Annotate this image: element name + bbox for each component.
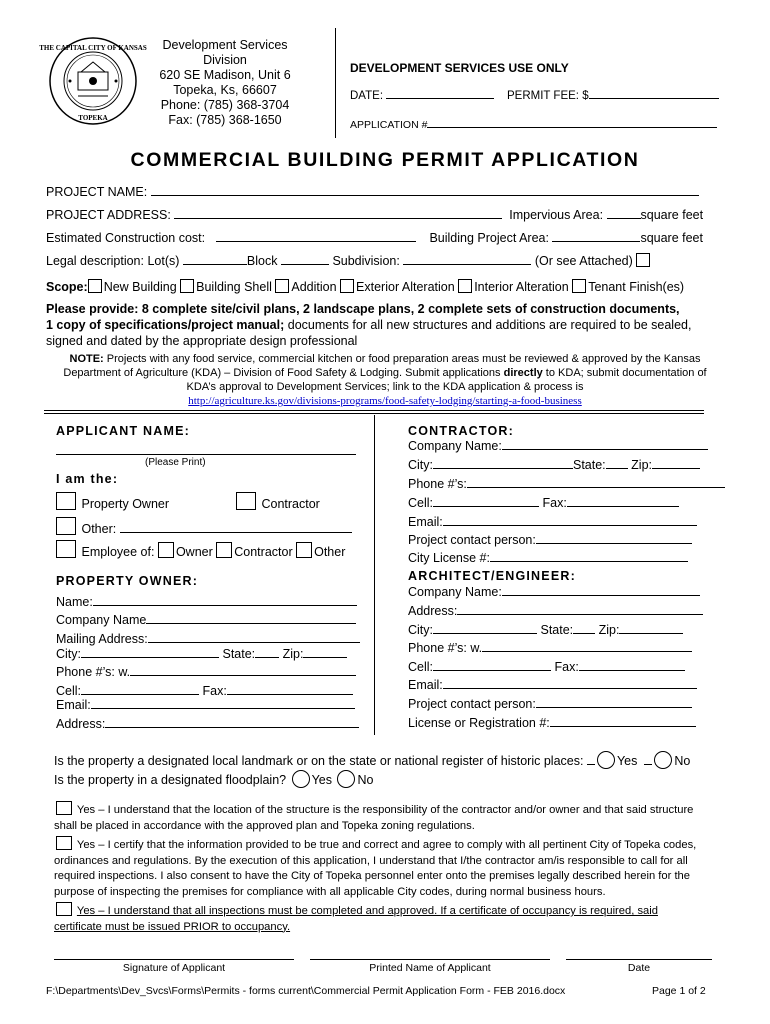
owner-fax-label: Fax: <box>202 684 227 698</box>
svg-text:THE CAPITAL CITY OF KANSAS: THE CAPITAL CITY OF KANSAS <box>39 44 147 52</box>
employee-contractor-checkbox[interactable] <box>216 542 232 558</box>
employee-checkbox[interactable] <box>56 540 76 558</box>
owner-phone-label: Phone #’s: w. <box>56 665 131 679</box>
owner-name-label: Name: <box>56 595 93 609</box>
owner-mailing-label: Mailing Address: <box>56 632 148 646</box>
cert-2-line4: purpose of inspecting the premises for compliance with all applicable City codes, during normal business hours. <box>54 885 606 898</box>
landmark-no-label: No <box>674 754 691 768</box>
project-name-field[interactable] <box>46 185 699 199</box>
scope-option: Exterior Alteration <box>356 280 455 294</box>
dept-address1: 620 SE Madison, Unit 6 <box>159 68 291 82</box>
dept-name: Development Services Division <box>162 38 288 67</box>
certification-2 <box>54 836 696 900</box>
architect-cell-label: Cell: <box>408 660 434 674</box>
architect-email-field[interactable] <box>408 678 697 692</box>
note-line2a: Department of Agriculture (KDA) – Division of Food Safety & Lodging. Submit applications <box>63 367 504 379</box>
employee-owner-checkbox[interactable] <box>158 542 174 558</box>
footer-page-number: Page 1 of 2 <box>652 985 706 997</box>
kda-note <box>20 352 750 408</box>
applicant-heading: APPLICANT NAME: <box>56 424 190 438</box>
owner-state-label: State: <box>222 647 256 661</box>
certification-1 <box>54 801 693 834</box>
landmark-question-text: Is the property a designated local landmark or on the state or national register of historic places: <box>54 754 584 768</box>
note-line2-bold: directly <box>503 367 543 379</box>
contractor-company-label: Company Name: <box>408 439 502 453</box>
dept-fax: Fax: (785) 368-1650 <box>168 113 282 127</box>
architect-city-label: City: <box>408 623 433 637</box>
contractor-cell-field[interactable] <box>408 496 679 510</box>
owner-phone-field[interactable] <box>56 665 356 679</box>
architect-fax-label: Fax: <box>554 660 579 674</box>
provide-line1: Please provide: 8 complete site/civil plans, 2 landscape plans, 2 complete sets of construction documents, <box>46 302 680 316</box>
project-address-label: PROJECT ADDRESS: <box>46 208 171 222</box>
use-only-heading: DEVELOPMENT SERVICES USE ONLY <box>350 61 569 75</box>
permit-fee-label: PERMIT FEE: $ <box>507 90 589 102</box>
owner-cell-field[interactable] <box>56 684 353 698</box>
landmark-yes-radio[interactable] <box>597 751 615 769</box>
scope-option: New Building <box>103 280 177 294</box>
kda-link[interactable]: http://agriculture.ks.gov/divisions-programs/food-safety-lodging/starting-a-food-business <box>188 395 582 407</box>
contractor-phone-label: Phone #’s: <box>408 477 467 491</box>
floodplain-yes-label: Yes <box>311 773 332 787</box>
architect-heading: ARCHITECT/ENGINEER: <box>408 569 576 583</box>
floodplain-question <box>54 770 373 788</box>
cert-2-line2: ordinances and regulations. By the execution of this application, I understand that I/the contractor am/is responsible to call for all <box>54 854 688 867</box>
floodplain-no-radio[interactable] <box>337 770 355 788</box>
owner-address-field[interactable] <box>56 717 359 731</box>
contractor-email-label: Email: <box>408 515 443 529</box>
page-title: COMMERCIAL BUILDING PERMIT APPLICATION <box>130 149 640 171</box>
date-label: DATE: <box>350 90 384 102</box>
property-owner-checkbox[interactable] <box>56 492 76 510</box>
employee-other-checkbox[interactable] <box>296 542 312 558</box>
section-divider <box>44 410 704 411</box>
owner-city-label: City: <box>56 647 81 661</box>
contractor-label: Contractor <box>261 497 320 511</box>
architect-address-field[interactable] <box>408 604 703 618</box>
scope-option: Interior Alteration <box>474 280 569 294</box>
cert-3-line2: certificate must be issued PRIOR to occupancy. <box>54 920 291 933</box>
architect-contact-label: Project contact person: <box>408 697 536 711</box>
owner-city-field[interactable] <box>56 647 347 661</box>
role-employee[interactable] <box>56 540 345 559</box>
architect-email-label: Email: <box>408 678 443 692</box>
scope-tenant-finish-checkbox[interactable] <box>572 279 586 293</box>
certification-3 <box>54 902 658 935</box>
note-line1: Projects with any food service, commercial kitchen or food preparation areas must be reviewed & approved by the Kansas <box>103 353 701 365</box>
contractor-company-field[interactable] <box>408 439 708 453</box>
scope-building-shell-checkbox[interactable] <box>180 279 194 293</box>
architect-address-label: Address: <box>408 604 458 618</box>
architect-state-label: State: <box>540 623 574 637</box>
cert-1-line2: shall be placed in accordance with the approved plan and Topeka zoning regulations. <box>54 819 475 832</box>
applicant-name-input[interactable] <box>56 454 356 455</box>
cost-field[interactable] <box>46 231 703 245</box>
owner-company-field[interactable] <box>56 613 356 627</box>
contractor-contact-label: Project contact person: <box>408 533 536 547</box>
header-divider <box>335 28 336 138</box>
contractor-city-label: City: <box>408 458 433 472</box>
provide-line3: signed and dated by the appropriate design professional <box>46 334 358 348</box>
contractor-license-field[interactable] <box>408 551 688 565</box>
block-label: Block <box>246 254 278 268</box>
city-seal-logo <box>39 36 147 126</box>
note-line2b: to KDA; submit documentation of <box>542 367 707 379</box>
owner-zip-label: Zip: <box>282 647 304 661</box>
application-number-field[interactable] <box>350 119 717 131</box>
footer-file-path: F:\Departments\Dev_Svcs\Forms\Permits - forms current\Commercial Permit Application Form - FEB 2016.docx <box>46 985 566 997</box>
printed-name-label: Printed Name of Applicant <box>369 962 491 974</box>
please-print-label: (Please Print) <box>145 457 206 468</box>
dept-address-block <box>140 38 310 128</box>
architect-license-field[interactable] <box>408 716 696 730</box>
printed-name-line[interactable] <box>310 959 550 960</box>
scope-interior-alteration-checkbox[interactable] <box>458 279 472 293</box>
owner-name-field[interactable] <box>56 595 357 609</box>
column-divider <box>374 415 375 735</box>
square-feet-unit: square feet <box>640 208 704 222</box>
section-divider-2 <box>44 413 704 414</box>
other-checkbox[interactable] <box>56 517 76 535</box>
subdivision-label: Subdivision: <box>332 254 400 268</box>
owner-label: Owner <box>175 545 213 559</box>
scope-new-building-checkbox[interactable] <box>88 279 102 293</box>
contractor-city-field[interactable] <box>408 458 700 472</box>
property-owner-label: Property Owner <box>81 497 170 511</box>
see-attached-label: (Or see Attached) <box>534 254 633 268</box>
floodplain-yes-radio[interactable] <box>292 770 310 788</box>
role-property-owner[interactable] <box>56 492 169 511</box>
other-label: Other: <box>81 522 117 536</box>
cert-2-line1: Yes – I certify that the information provided to be true and correct and agree to comply with all pertinent City of Topeka codes, <box>76 839 697 851</box>
i-am-label: I am the: <box>56 472 119 486</box>
provide-line2-bold: 1 copy of specifications/project manual; <box>46 318 285 332</box>
owner-address-label: Address: <box>56 717 106 731</box>
svg-text:TOPEKA: TOPEKA <box>78 114 108 122</box>
architect-license-label: License or Registration #: <box>408 716 550 730</box>
signature-line[interactable] <box>54 959 294 960</box>
cert-3-line1: Yes – I understand that all inspections must be completed and approved. If a certificate of occupancy is required, said <box>76 905 658 917</box>
contractor-zip-label: Zip: <box>631 458 652 472</box>
date-label-signature: Date <box>627 962 651 974</box>
architect-cell-field[interactable] <box>408 660 685 674</box>
role-other[interactable] <box>56 517 352 536</box>
landmark-yes-label: Yes <box>616 754 638 768</box>
owner-email-label: Email: <box>56 698 91 712</box>
project-name-label: PROJECT NAME: <box>46 185 148 199</box>
owner-company-label: Company Name <box>56 613 147 627</box>
note-line3: KDA’s approval to Development Services; link to the KDA application & process is <box>186 381 584 393</box>
architect-company-field[interactable] <box>408 585 700 599</box>
contractor-heading: CONTRACTOR: <box>408 424 515 438</box>
cert-1-checkbox[interactable] <box>56 801 72 815</box>
dept-phone: Phone: (785) 368-3704 <box>160 98 290 112</box>
contractor-state-label: State: <box>573 458 606 472</box>
architect-zip-label: Zip: <box>598 623 620 637</box>
contractor-license-label: City License #: <box>408 551 490 565</box>
lots-label: Legal description: Lot(s) <box>46 254 180 268</box>
architect-phone-label: Phone #’s: w. <box>408 641 483 655</box>
note-label: NOTE: <box>69 353 104 365</box>
building-area-label: Building Project Area: <box>429 231 549 245</box>
landmark-no-radio[interactable] <box>654 751 672 769</box>
date-line[interactable] <box>566 959 712 960</box>
architect-contact-field[interactable] <box>408 697 692 711</box>
date-field[interactable] <box>350 90 719 102</box>
architect-phone-field[interactable] <box>408 641 692 655</box>
architect-company-label: Company Name: <box>408 585 502 599</box>
scope-exterior-alteration-checkbox[interactable] <box>340 279 354 293</box>
square-feet-unit-2: square feet <box>640 231 703 245</box>
owner-email-field[interactable] <box>56 698 355 712</box>
other-label-2: Other <box>314 545 346 559</box>
cost-label: Estimated Construction cost: <box>46 231 206 245</box>
owner-mailing-field[interactable] <box>56 632 360 646</box>
cert-2-line3: required inspections. I also consent to have the City of Topeka personnel enter onto the premises legally described herein for the <box>54 870 690 882</box>
project-address-field[interactable] <box>46 208 703 222</box>
contractor-phone-field[interactable] <box>408 477 725 491</box>
architect-city-field[interactable] <box>408 623 683 637</box>
floodplain-question-text: Is the property in a designated floodplain? <box>54 773 287 787</box>
contractor-email-field[interactable] <box>408 515 697 529</box>
cert-1-line1: Yes – I understand that the location of the structure is the responsibility of the contractor and/or owner and that said structure <box>76 804 694 816</box>
application-label: APPLICATION # <box>350 119 428 131</box>
employee-of-label: Employee of: <box>81 545 155 559</box>
scope-option: Addition <box>291 280 337 294</box>
cert-2-checkbox[interactable] <box>56 836 72 850</box>
landmark-question <box>54 751 690 769</box>
see-attached-checkbox[interactable] <box>636 253 650 267</box>
impervious-label: Impervious Area: <box>509 208 604 222</box>
scope-option: Tenant Finish(es) <box>588 280 685 294</box>
contractor-contact-field[interactable] <box>408 533 692 547</box>
legal-description-field[interactable] <box>46 253 652 268</box>
signature-label: Signature of Applicant <box>122 962 226 974</box>
cert-3-checkbox[interactable] <box>56 902 72 916</box>
scope-option: Building Shell <box>196 280 272 294</box>
contractor-checkbox[interactable] <box>236 492 256 510</box>
provide-line2-rest: documents for all new structures and additions are required to be sealed, <box>284 318 692 332</box>
owner-cell-label: Cell: <box>56 684 82 698</box>
scope-row <box>46 279 684 294</box>
floodplain-no-label: No <box>357 773 374 787</box>
dept-address2: Topeka, Ks, 66607 <box>173 83 277 97</box>
scope-addition-checkbox[interactable] <box>275 279 289 293</box>
scope-label: Scope: <box>46 280 88 294</box>
contractor-cell-label: Cell: <box>408 496 434 510</box>
provide-instructions <box>46 301 746 349</box>
property-owner-heading: PROPERTY OWNER: <box>56 574 199 588</box>
role-contractor[interactable] <box>236 492 320 511</box>
contractor-fax-label: Fax: <box>542 496 567 510</box>
contractor-label-2: Contractor <box>234 545 293 559</box>
